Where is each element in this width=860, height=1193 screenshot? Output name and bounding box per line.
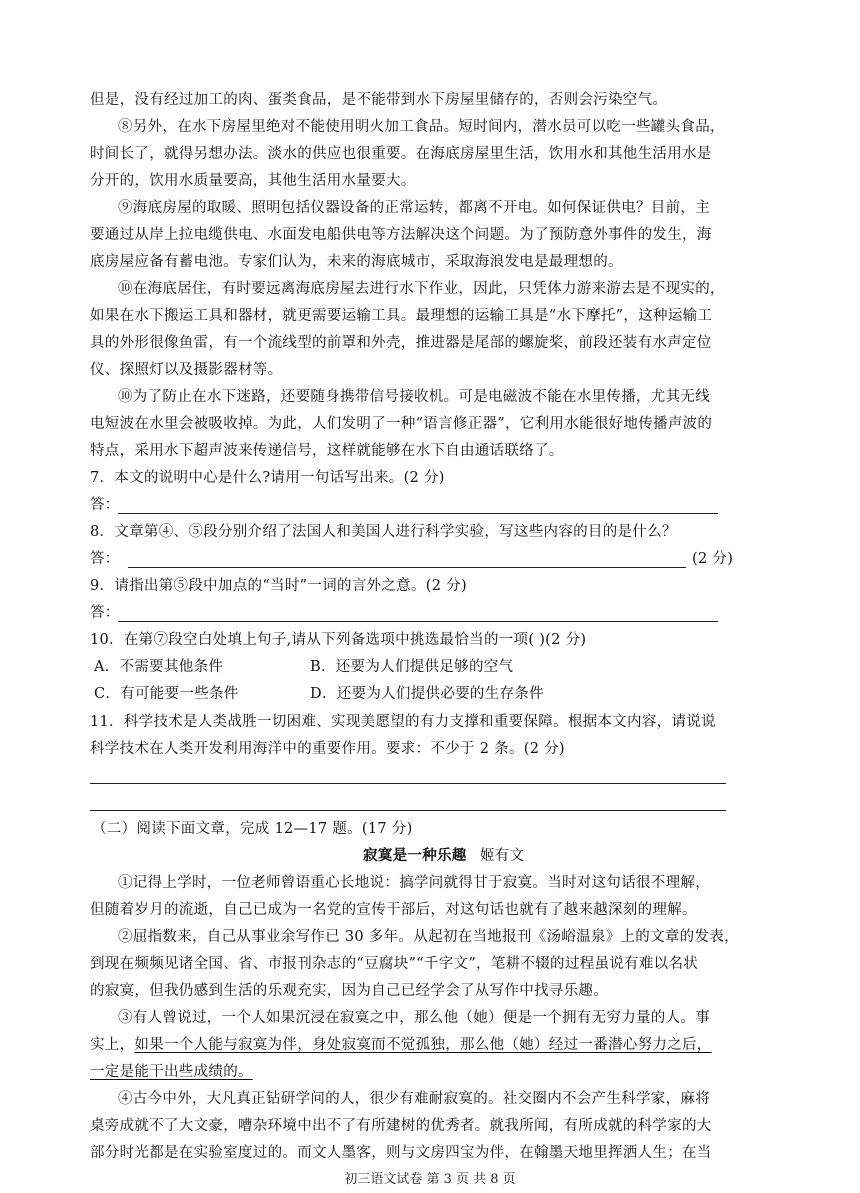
text-line: ④古今中外，大凡真正钻研学问的人，很少有难耐寂寞的。社交圈内不会产生科学家，麻将 [118,1091,710,1107]
text-line: 具的外形很像鱼雷，有一个流线型的前罩和外壳，推进器是尾部的螺旋桨，前段还装有水声定位 [90,335,712,351]
answer-blank-9[interactable] [118,621,718,622]
question-9: 9．请指出第⑤段中加点的“当时”一词的言外之意。(2 分) [90,578,467,594]
text-line: 但是，没有经过加工的肉、蛋类食品，是不能带到水下房屋里储存的，否则会污染空气。 [90,92,668,108]
text-line: 时间长了，就得另想办法。淡水的供应也很重要。在海底房屋里生活，饮用水和其他生活用水是 [90,146,712,162]
option-c[interactable]: C．有可能要一些条件 [94,686,239,702]
question-7: 7．本文的说明中心是什么?请用一句话写出来。(2 分) [90,470,445,486]
answer-blank-7[interactable] [118,513,718,514]
underlined-sentence: 如果一个人能与寂寞为伴，身处寂寞而不觉孤独，那么他（她）经过一番潜心努力之后， [134,1037,712,1053]
text-line: 要通过从岸上拉电缆供电、水面发电船供电等方法解决这个问题。为了预防意外事件的发生，海 [90,227,712,243]
question-8-score: (2 分) [692,551,734,567]
question-11: 11．科学技术是人类战胜一切困难、实现美愿望的有力支撑和重要保障。根据本文内容，请说说 [90,714,716,730]
text-line: 如果在水下搬运工具和器材，就更需要运输工具。最理想的运输工具是“水下摩托”，这种运输工 [90,308,713,324]
text-line: ⑧另外，在水下房屋里绝对不能使用明火加工食品。短时间内，潜水员可以吃一些罐头食品， [118,119,725,135]
text-line: ⑨海底房屋的取暖、照明包括仪器设备的正常运转，都离不开电。如何保证供电？目前，主 [118,200,710,216]
text-line: 桌旁成就不了大文豪，嘈杂环境中出不了有所建树的优秀者。就我所闻，有所成就的科学家的大 [90,1118,712,1134]
text-line [90,1033,712,1057]
option-b[interactable]: B．还要为人们提供足够的空气 [310,659,514,675]
text-line: ⑩在海底居住，有时要远离海底房屋去进行水下作业，因此，只凭体力游来游去是不现实的， [118,281,725,297]
text-line: 特点，采用水下超声波来传递信号，这样就能够在水下自由通话联络了。 [90,443,564,459]
text-line: 仪、探照灯以及摄影器材等。 [90,362,283,378]
text-line: ③有人曾说过，一个人如果沉浸在寂寞之中，那么他（她）便是一个拥有无穷力量的人。事 [118,1010,710,1026]
answer-label: 答： [90,605,120,621]
text-line: 但随着岁月的流逝，自己已成为一名党的宣传干部后，对这句话也就有了越来越深刻的理解。 [90,902,697,918]
answer-label: 答： [90,497,120,513]
text-line: 部分时光都是在实验室度过的。而文人墨客，则与文房四宝为伴，在翰墨天地里挥洒人生；在当 [90,1145,712,1161]
article-title: 寂寞是一种乐趣 [363,847,467,864]
text-line: ①记得上学时，一位老师曾语重心长地说：搞学问就得甘于寂寞。当时对这句话很不理解， [118,875,710,891]
question-10: 10．在第⑦段空白处填上句子,请从下列备选项中挑选最恰当的一项( )(2 分) [90,632,587,648]
section-heading: （二）阅读下面文章，完成 12—17 题。(17 分) [92,821,413,837]
text-line: ②屈指数来，自己从事业余写作已 30 多年。从起初在当地报刊《汤峪温泉》上的文章的发表， [118,929,739,945]
answer-label: 答： [90,551,120,567]
text-line: 底房屋应备有蓄电池。专家们认为，未来的海底城市，采取海浪发电是最理想的。 [90,254,623,270]
answer-blank-11b[interactable] [90,810,726,811]
text-segment: 实上， [90,1037,135,1053]
question-8: 8．文章第④、⑤段分别介绍了法国人和美国人进行科学实验，写这些内容的目的是什么？ [90,524,677,540]
text-line: 到现在频频见诸全国、省、市报刊杂志的“豆腐块”“千字文”，笔耕不辍的过程虽说有难以名状 [90,956,699,972]
answer-blank-11a[interactable] [90,783,726,784]
text-line: 电短波在水里会被吸收掉。为此，人们发明了一种“语言修正器”，它利用水能很好地传播声波的 [90,416,713,432]
text-line: 的寂寞，但我仍感到生活的乐观充实，因为自己已经学会了从写作中找寻乐趣。 [90,983,608,999]
page-footer: 初三语文试卷 第 3 页 共 8 页 [344,1172,516,1187]
article-author: 姬有文 [480,848,525,864]
underlined-sentence-end: 一定是能干出些成绩的。 [90,1064,253,1080]
text-line: 分开的，饮用水质量要高，其他生活用水量要大。 [90,173,416,189]
answer-blank-8[interactable] [128,567,686,568]
text-line: ⑩为了防止在水下迷路，还要随身携带信号接收机。可是电磁波不能在水里传播，尤其无线 [118,389,710,405]
option-a[interactable]: A．不需要其他条件 [94,659,224,675]
option-d[interactable]: D．还要为人们提供必要的生存条件 [310,686,544,702]
question-11-cont: 科学技术在人类开发利用海洋中的重要作用。要求：不少于 2 条。(2 分) [90,741,565,757]
